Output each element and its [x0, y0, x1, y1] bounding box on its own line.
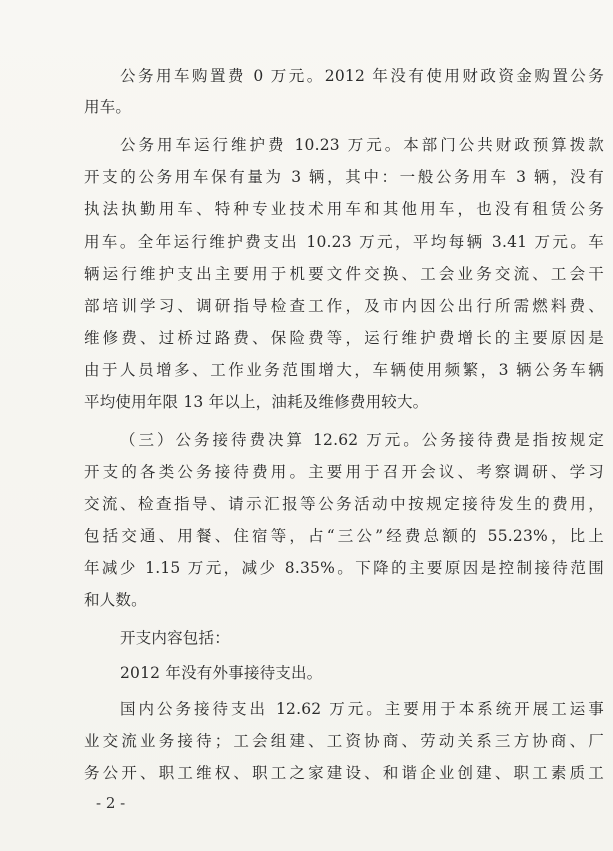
paragraph-line: 公务用车运行维护费 10.23 万元。本部门公共财政预算拨款 [120, 136, 604, 154]
paragraph-line: 2012 年没有外事接待支出。 [120, 664, 323, 682]
paragraph-line: 公务用车购置费 0 万元。2012 年没有使用财政资金购置公务 [120, 67, 604, 85]
paragraph-line: 平均使用年限 13 年以上，油耗及维修费用较大。 [84, 393, 429, 411]
paragraph-line: （三）公务接待费决算 12.62 万元。公务接待费是指按规定 [120, 431, 604, 449]
paragraph-line: 交流、检查指导、请示汇报等公务活动中按规定接待发生的费用， [84, 495, 604, 513]
paragraph-line: 部培训学习、调研指导检查工作，及市内因公出行所需燃料费、 [84, 297, 604, 315]
paragraph-line: 业交流业务接待；工会组建、工资协商、劳动关系三方协商、厂 [84, 732, 604, 750]
paragraph-line: 用车。 [84, 98, 132, 116]
paragraph-line: 和人数。 [84, 591, 147, 609]
paragraph-line: 务公开、职工维权、职工之家建设、和谐企业创建、职工素质工 [84, 764, 604, 782]
paragraph-line: 开支的公务用车保有量为 3 辆，其中：一般公务用车 3 辆，没有 [84, 168, 604, 186]
page-number: - 2 - [96, 794, 126, 812]
paragraph-line: 辆运行维护支出主要用于机要文件交换、工会业务交流、工会干 [84, 265, 604, 283]
paragraph-line: 年减少 1.15 万元，减少 8.35%。下降的主要原因是控制接待范围 [84, 559, 604, 577]
paragraph-line: 维修费、过桥过路费、保险费等，运行维护费增长的主要原因是 [84, 329, 604, 347]
paragraph-line: 执法执勤用车、特种专业技术用车和其他用车，也没有租赁公务 [84, 200, 604, 218]
paragraph-line: 国内公务接待支出 12.62 万元。主要用于本系统开展工运事 [120, 700, 604, 718]
paragraph-line: 开支的各类公务接待费用。主要用于召开会议、考察调研、学习 [84, 463, 604, 481]
paragraph-line: 开支内容包括： [120, 629, 230, 647]
paragraph-line: 包括交通、用餐、住宿等，占“三公”经费总额的 55.23%，比上 [84, 527, 604, 545]
paragraph-line: 由于人员增多、工作业务范围增大，车辆使用频繁，3 辆公务车辆 [84, 361, 604, 379]
paragraph-line: 用车。全年运行维护费支出 10.23 万元，平均每辆 3.41 万元。车 [84, 233, 604, 251]
